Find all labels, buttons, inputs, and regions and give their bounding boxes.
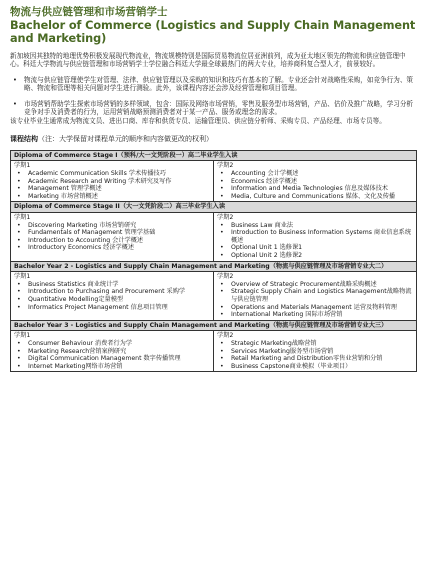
module-item: • Business Capstone商业模拟（毕业项目） xyxy=(227,363,413,371)
module-item: • Quantitative Modelling定量模型 xyxy=(24,296,210,304)
module-item: • Introduction to Business Information Systems 商业信息系统概述 xyxy=(227,229,413,244)
semester-label: 学期1 xyxy=(14,273,31,281)
semester-label: 学期2 xyxy=(217,332,234,340)
structure-heading-label: 课程结构 xyxy=(10,134,38,143)
module-item: • Business Law 商业法 xyxy=(227,222,413,230)
module-item: • Introduction to Purchasing and Procurement 采购学 xyxy=(24,288,210,296)
semester-label: 学期2 xyxy=(217,162,234,170)
module-item: • Operations and Materials Management 运营及物料管理 xyxy=(227,304,413,312)
module-item: • Discovering Marketing 市场营销研究 xyxy=(24,222,210,230)
stage-title: Diploma of Commerce Stage I（预科/大一文凭阶段一）高二毕业学生入读 xyxy=(11,150,417,161)
module-item: • Introductory Economics 经济学概述 xyxy=(24,244,210,252)
module-item: • Optional Unit 2 选修课2 xyxy=(227,252,413,260)
module-item: • Overview of Strategic Procurement战略采购概述 xyxy=(227,281,413,289)
module-item: • Management 管理学概述 xyxy=(24,185,210,193)
page-title-en: Bachelor of Commerce (Logistics and Supply Chain Management and Marketing) xyxy=(10,19,416,45)
semester-label: 学期1 xyxy=(14,162,31,170)
semester-cell xyxy=(214,272,417,321)
module-item: • Strategic Supply Chain and Logistics Management战略物流与供应链管理 xyxy=(227,288,413,303)
module-item: • Business Statistics 商业统计学 xyxy=(24,281,210,289)
semester-cell xyxy=(214,161,417,202)
module-item: • Information and Media Technologies 信息及媒体技术 xyxy=(227,185,413,193)
module-item: • Academic Research and Writing 学术研究及写作 xyxy=(24,178,210,186)
module-item: • Marketing Research营销案例研究 xyxy=(24,348,210,356)
module-item: • Optional Unit 1 选修课1 xyxy=(227,244,413,252)
semester-label: 学期2 xyxy=(217,273,234,281)
module-item: • Academic Communication Skills 学术传播技巧 xyxy=(24,170,210,178)
structure-note: （注：大学保留对课程单元的顺序和内容做更改的权利） xyxy=(38,134,213,143)
module-item: • Introduction to Accounting 会计学概述 xyxy=(24,237,210,245)
module-item: • Informatics Project Management 信息项目管理 xyxy=(24,304,210,312)
stage-title: Bachelor Year 2 - Logistics and Supply Chain Management and Marketing（物流与供应链管理及市场营销专业大二） xyxy=(11,261,417,272)
career-paragraph: 该专业毕业生通常成为物流文员、进出口商、库存和供货专员、运输管理员、供应链分析师、采购专员、产品经理、市场专员等。 xyxy=(10,117,386,126)
module-item: • Strategic Marketing战略营销 xyxy=(227,340,413,348)
module-item: • International Marketing 国际市场营销 xyxy=(227,311,413,319)
module-item: • Consumer Behaviour 消费者行为学 xyxy=(24,340,210,348)
semester-cell xyxy=(11,213,214,262)
semester-cell xyxy=(214,331,417,372)
semester-label: 学期2 xyxy=(217,214,234,221)
module-item: • Accounting 会计学概述 xyxy=(227,170,413,178)
module-item: • Internet Marketing网络市场营销 xyxy=(24,363,210,371)
intro-paragraph: 新加坡因其独特的地理优势积极发展现代物流业，物流规模特别是国际贸易物流位居亚洲前列，成为亚太地区领先的物流和供应链管理中心。科廷大学物流与供应链管理和市场营销学士学位融合科廷大学最全球最热门的两大专业，培养商科复合型人才，前景较好。 xyxy=(10,52,406,69)
key-point: • 市场营销帮助学生探索市场营销的多样领域，包含：国际及网络市场营销，零售及服务型市场营销，产品、估价及推广战略，学习分析竞争对手及消费者的行为，运用营销战略预测消费者对于某一产品、服务或理念的需求。 xyxy=(10,100,417,117)
page-title-zh: 物流与供应链管理和市场营销学士 xyxy=(10,6,168,18)
structure-heading xyxy=(10,134,417,144)
semester-cell xyxy=(11,331,214,372)
module-item: • Marketing 市场营销概述 xyxy=(24,193,210,201)
semester-cell xyxy=(11,272,214,321)
semester-cell xyxy=(214,213,417,262)
key-points-list xyxy=(10,76,417,117)
course-table xyxy=(10,150,417,372)
module-item: • Fundamentals of Management 管理学基础 xyxy=(24,229,210,237)
semester-cell xyxy=(11,161,214,202)
key-point: • 物流与供应链管理使学生对管理、法律、供应链管理以及采购的知识和技巧有基本的了解。专业还会针对战略性采购，如竞争行为、策略、物流和管理等相关问题对学生进行测验。此外，该课程内容还会涉及经营管理和项目管理。 xyxy=(10,76,417,93)
stage-title: Diploma of Commerce Stage II（大一文凭阶段二）高三毕业学生入读 xyxy=(11,202,417,213)
semester-label: 学期1 xyxy=(14,332,31,340)
module-item: • Economics 经济学概述 xyxy=(227,178,413,186)
module-item: • Digital Communication Management 数字传播管理 xyxy=(24,355,210,363)
semester-label: 学期1 xyxy=(14,214,31,221)
module-item: • Media, Culture and Communications 媒体、文化及传播 xyxy=(227,193,413,201)
module-item: • Services Marketing服务型市场营销 xyxy=(227,348,413,356)
stage-title: Bachelor Year 3 - Logistics and Supply Chain Management and Marketing（物流与供应链管理及市场营销专业大三） xyxy=(11,320,417,331)
module-item: • Retail Marketing and Distribution零售业营销和分销 xyxy=(227,355,413,363)
